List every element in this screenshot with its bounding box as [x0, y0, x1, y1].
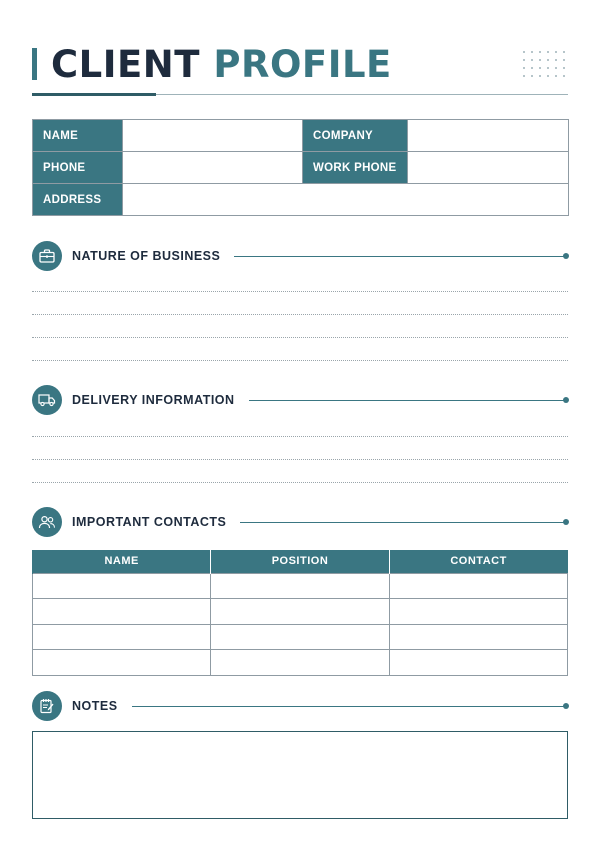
- contact-contact-cell[interactable]: [389, 573, 567, 599]
- table-row: [33, 624, 568, 650]
- section-title: DELIVERY INFORMATION: [72, 393, 235, 407]
- writing-line[interactable]: [32, 314, 568, 315]
- writing-line[interactable]: [32, 337, 568, 338]
- contact-position-cell[interactable]: [211, 624, 389, 650]
- writing-line[interactable]: [32, 482, 568, 483]
- section-divider: [132, 706, 568, 707]
- contact-position-cell[interactable]: [211, 573, 389, 599]
- contact-name-cell[interactable]: [33, 599, 211, 625]
- page-header: [32, 44, 392, 84]
- writing-line[interactable]: [32, 291, 568, 292]
- column-header-name: NAME: [33, 550, 211, 573]
- contact-name-cell[interactable]: [33, 573, 211, 599]
- table-row: [33, 573, 568, 599]
- section-divider: [249, 400, 568, 401]
- section-title: NATURE OF BUSINESS: [72, 249, 221, 263]
- section-delivery-information: [32, 384, 568, 416]
- address-label: ADDRESS: [33, 184, 123, 216]
- title-accent-bar: [32, 48, 37, 80]
- title-word-client: CLIENT: [51, 42, 200, 86]
- page-title: [51, 43, 392, 86]
- column-header-contact: CONTACT: [389, 550, 567, 573]
- client-info-table: [32, 119, 569, 216]
- contact-contact-cell[interactable]: [389, 599, 567, 625]
- phone-field[interactable]: [123, 152, 303, 184]
- section-divider: [240, 522, 568, 523]
- company-label: COMPANY: [303, 120, 408, 152]
- writing-line[interactable]: [32, 436, 568, 437]
- contact-contact-cell[interactable]: [389, 624, 567, 650]
- contact-position-cell[interactable]: [211, 650, 389, 676]
- address-field[interactable]: [123, 184, 569, 216]
- notepad-icon: [32, 691, 62, 721]
- briefcase-icon: [32, 241, 62, 271]
- section-important-contacts: [32, 506, 568, 538]
- notes-box[interactable]: [32, 731, 568, 819]
- writing-line[interactable]: [32, 360, 568, 361]
- section-notes: [32, 690, 568, 722]
- title-underline: [32, 93, 568, 96]
- name-field[interactable]: [123, 120, 303, 152]
- column-header-position: POSITION: [211, 550, 389, 573]
- people-icon: [32, 507, 62, 537]
- title-word-profile: PROFILE: [213, 42, 392, 86]
- phone-label: PHONE: [33, 152, 123, 184]
- table-row: [33, 650, 568, 676]
- work-phone-label: WORK PHONE: [303, 152, 408, 184]
- contacts-table: [32, 550, 568, 676]
- writing-line[interactable]: [32, 459, 568, 460]
- contact-position-cell[interactable]: [211, 599, 389, 625]
- section-title: NOTES: [72, 699, 118, 713]
- company-field[interactable]: [408, 120, 569, 152]
- contact-name-cell[interactable]: [33, 650, 211, 676]
- truck-icon: [32, 385, 62, 415]
- decorative-dot-grid: [522, 50, 568, 80]
- section-divider: [234, 256, 568, 257]
- name-label: NAME: [33, 120, 123, 152]
- table-row: [33, 599, 568, 625]
- contact-name-cell[interactable]: [33, 624, 211, 650]
- section-title: IMPORTANT CONTACTS: [72, 515, 227, 529]
- work-phone-field[interactable]: [408, 152, 569, 184]
- contact-contact-cell[interactable]: [389, 650, 567, 676]
- section-nature-of-business: [32, 240, 568, 272]
